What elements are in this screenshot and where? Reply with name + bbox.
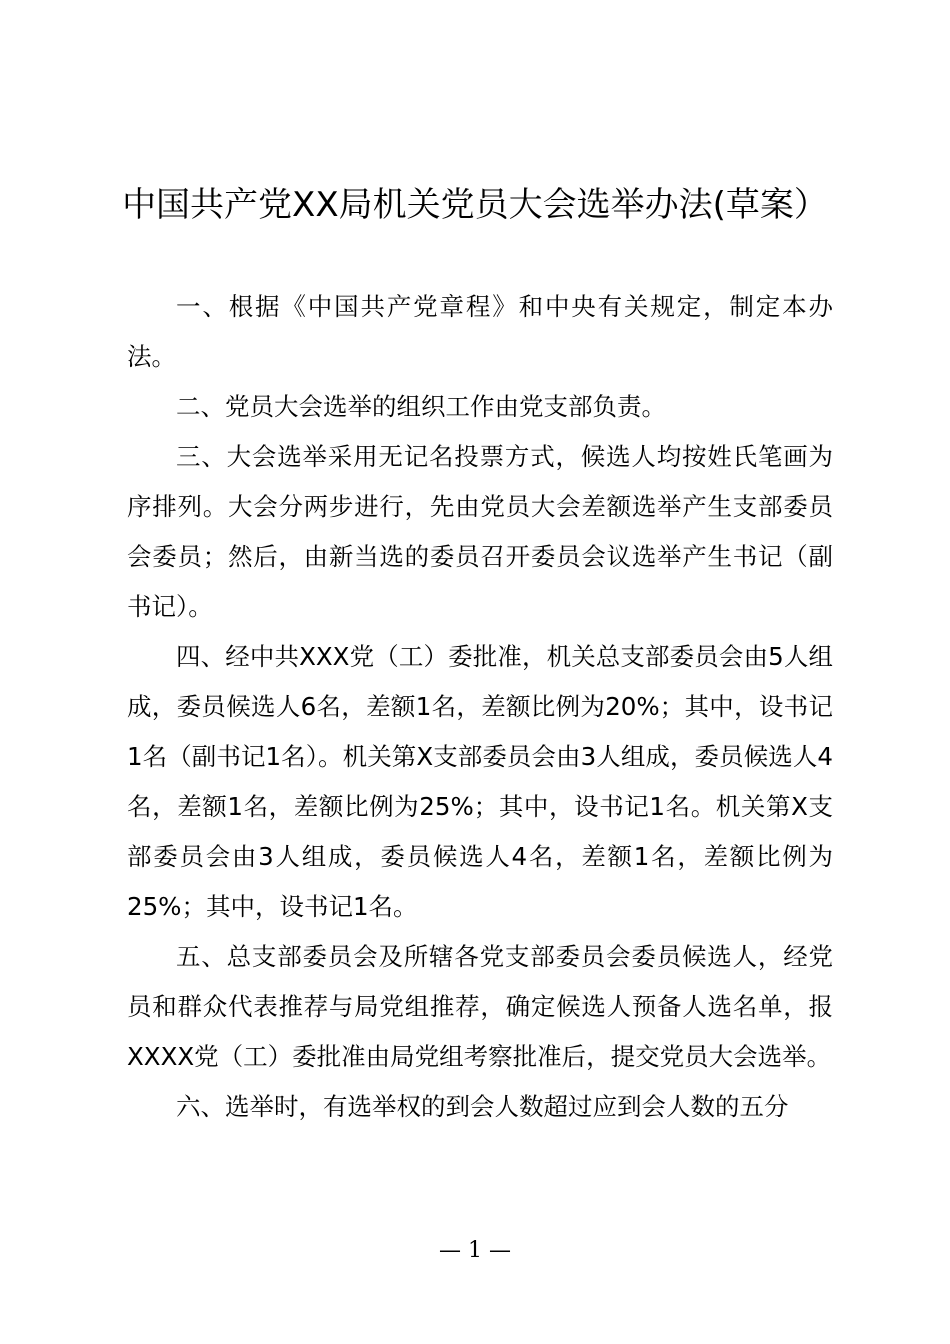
document-title: 中国共产党XX局机关党员大会选举办法(草案） [122, 185, 828, 225]
page-number: — 1 — [439, 1238, 511, 1263]
paragraph-3: 三、大会选举采用无记名投票方式，候选人均按姓氏笔画为序排列。大会分两步进行，先由党员大会差额选举产生支部委员会委员；然后，由新当选的委员召开委员会议选举产生书记（副书记）。 [127, 442, 833, 621]
document-body [127, 282, 833, 1132]
paragraph-1: 一、根据《中国共产党章程》和中央有关规定，制定本办法。 [127, 292, 833, 371]
paragraph-6: 六、选举时，有选举权的到会人数超过应到会人数的五分 [176, 1092, 789, 1121]
paragraph-2: 二、党员大会选举的组织工作由党支部负责。 [176, 392, 666, 421]
paragraph-4: 四、经中共XXX党（工）委批准，机关总支部委员会由5人组成，委员候选人6名，差额1名，差额比例为20%；其中，设书记1名（副书记1名）。机关第X支部委员会由3人组成，委员候选人4名，差额1名，差额比例为25%；其中，设书记1名。机关第X支部委员会由3人组成，委员候选人4名，差额1名，差额比例为25%；其中，设书记1名。 [127, 642, 833, 921]
paragraph-5: 五、总支部委员会及所辖各党支部委员会委员候选人，经党员和群众代表推荐与局党组推荐，确定候选人预备人选名单，报XXXX党（工）委批准由局党组考察批准后，提交党员大会选举。 [127, 942, 833, 1071]
